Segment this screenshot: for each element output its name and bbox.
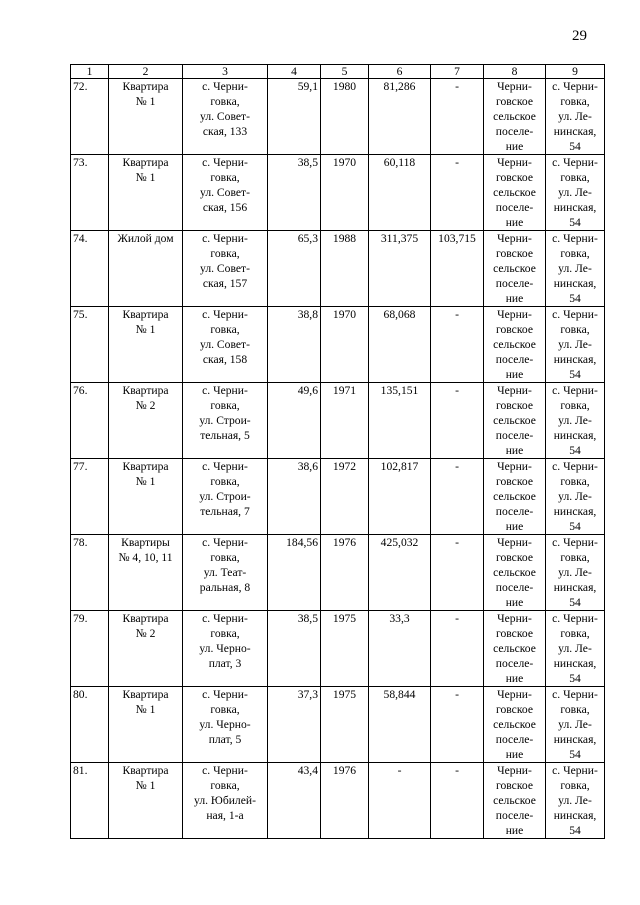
cell-object-name <box>109 535 183 611</box>
cell-text: 43,4 <box>297 764 318 777</box>
cell-book-value <box>369 459 431 535</box>
cell-book-value <box>369 763 431 839</box>
cell-text: 1975 <box>332 612 357 625</box>
cell-area <box>268 611 321 687</box>
cell-text: 76. <box>73 384 88 397</box>
cell-object-name <box>109 611 183 687</box>
cell-text: с. Черни- говка, ул. Ле- нинская, 54 <box>552 688 598 761</box>
cell-text: с. Черни- говка, ул. Ле- нинская, 54 <box>552 308 598 381</box>
cell-text: Квартира № 1 <box>122 308 169 336</box>
cell-residual-value <box>431 383 484 459</box>
cell-text: - <box>455 688 459 701</box>
cell-holder <box>484 231 546 307</box>
table-row <box>71 155 605 231</box>
header-row <box>71 65 605 79</box>
cell-text: с. Черни- говка, ул. Ле- нинская, 54 <box>552 384 598 457</box>
cell-holder-address <box>546 763 605 839</box>
cell-holder-address <box>546 383 605 459</box>
cell-row-number <box>71 307 109 383</box>
cell-text: 58,844 <box>383 688 416 701</box>
cell-text: с. Черни- говка, ул. Ле- нинская, 54 <box>552 80 598 153</box>
table-row <box>71 307 605 383</box>
cell-holder-address <box>546 687 605 763</box>
cell-holder-address <box>546 459 605 535</box>
cell-text: 135,151 <box>380 384 419 397</box>
cell-text: - <box>455 308 459 321</box>
cell-text: Черни- говское сельское поселе- ние <box>493 460 536 533</box>
cell-text: Черни- говское сельское поселе- ние <box>493 688 536 761</box>
cell-text: Квартира № 1 <box>122 156 169 184</box>
column-header: 3 <box>183 65 268 79</box>
cell-text: с. Черни- говка, ул. Юбилей- ная, 1-а <box>194 764 256 822</box>
cell-object-name <box>109 763 183 839</box>
cell-row-number <box>71 763 109 839</box>
cell-text: Черни- говское сельское поселе- ние <box>493 156 536 229</box>
cell-text: Квартира № 2 <box>122 384 169 412</box>
cell-text: с. Черни- говка, ул. Ле- нинская, 54 <box>552 460 598 533</box>
cell-area <box>268 155 321 231</box>
cell-text: Черни- говское сельское поселе- ние <box>493 232 536 305</box>
cell-text: 1976 <box>332 764 357 777</box>
cell-text: 102,817 <box>380 460 419 473</box>
cell-residual-value <box>431 687 484 763</box>
cell-year-built <box>321 155 369 231</box>
cell-holder-address <box>546 155 605 231</box>
cell-object-address <box>183 535 268 611</box>
cell-text: Черни- говское сельское поселе- ние <box>493 308 536 381</box>
cell-text: 311,375 <box>380 232 419 245</box>
cell-text: 72. <box>73 80 88 93</box>
cell-year-built <box>321 307 369 383</box>
cell-book-value <box>369 231 431 307</box>
cell-text: Квартира № 1 <box>122 80 169 108</box>
cell-object-address <box>183 763 268 839</box>
cell-row-number <box>71 611 109 687</box>
cell-text: - <box>455 460 459 473</box>
cell-year-built <box>321 535 369 611</box>
cell-residual-value <box>431 611 484 687</box>
cell-row-number <box>71 79 109 155</box>
cell-residual-value <box>431 535 484 611</box>
cell-residual-value <box>431 231 484 307</box>
page-number: 29 <box>572 28 587 44</box>
column-header: 6 <box>369 65 431 79</box>
table-row <box>71 611 605 687</box>
column-header: 4 <box>268 65 321 79</box>
cell-holder-address <box>546 307 605 383</box>
cell-object-name <box>109 79 183 155</box>
cell-book-value <box>369 535 431 611</box>
cell-year-built <box>321 611 369 687</box>
cell-text: 74. <box>73 232 88 245</box>
cell-text: 49,6 <box>297 384 318 397</box>
cell-holder-address <box>546 611 605 687</box>
cell-text: с. Черни- говка, ул. Ле- нинская, 54 <box>552 612 598 685</box>
cell-holder <box>484 307 546 383</box>
cell-text: с. Черни- говка, ул. Ле- нинская, 54 <box>552 536 598 609</box>
cell-text: 59,1 <box>297 80 318 93</box>
cell-text: с. Черни- говка, ул. Теат- ральная, 8 <box>199 536 251 594</box>
cell-text: 78. <box>73 536 88 549</box>
cell-object-name <box>109 231 183 307</box>
cell-text: 60,118 <box>383 156 416 169</box>
cell-area <box>268 307 321 383</box>
cell-holder <box>484 763 546 839</box>
cell-area <box>268 79 321 155</box>
cell-residual-value <box>431 79 484 155</box>
cell-residual-value <box>431 307 484 383</box>
cell-year-built <box>321 79 369 155</box>
column-header: 8 <box>484 65 546 79</box>
cell-residual-value <box>431 155 484 231</box>
cell-text: 425,032 <box>380 536 419 549</box>
cell-holder <box>484 459 546 535</box>
cell-text: с. Черни- говка, ул. Совет- ская, 156 <box>200 156 250 214</box>
cell-text: 1976 <box>332 536 357 549</box>
cell-text: - <box>455 612 459 625</box>
cell-text: 38,8 <box>297 308 318 321</box>
cell-text: с. Черни- говка, ул. Совет- ская, 158 <box>200 308 250 366</box>
table-row <box>71 79 605 155</box>
cell-row-number <box>71 155 109 231</box>
cell-holder-address <box>546 79 605 155</box>
cell-object-name <box>109 383 183 459</box>
cell-text: с. Черни- говка, ул. Строи- тельная, 5 <box>199 384 251 442</box>
cell-text: 184,56 <box>286 536 318 549</box>
table-row <box>71 763 605 839</box>
table-row <box>71 383 605 459</box>
cell-object-name <box>109 459 183 535</box>
cell-text: 38,5 <box>297 156 318 169</box>
cell-book-value <box>369 307 431 383</box>
table-row <box>71 231 605 307</box>
column-header: 7 <box>431 65 484 79</box>
cell-text: 1988 <box>332 232 357 245</box>
column-header: 1 <box>71 65 109 79</box>
cell-book-value <box>369 383 431 459</box>
cell-book-value <box>369 687 431 763</box>
cell-object-address <box>183 383 268 459</box>
cell-text: Квартира № 2 <box>122 612 169 640</box>
cell-residual-value <box>431 763 484 839</box>
cell-holder <box>484 79 546 155</box>
cell-object-address <box>183 231 268 307</box>
cell-text: 81. <box>73 764 88 777</box>
cell-holder <box>484 155 546 231</box>
cell-text: Квартира № 1 <box>122 764 169 792</box>
cell-area <box>268 459 321 535</box>
cell-text: с. Черни- говка, ул. Ле- нинская, 54 <box>552 232 598 305</box>
cell-book-value <box>369 79 431 155</box>
cell-text: 38,5 <box>297 612 318 625</box>
cell-text: с. Черни- говка, ул. Черно- плат, 5 <box>199 688 251 746</box>
cell-text: 73. <box>73 156 88 169</box>
property-table <box>70 64 605 839</box>
cell-text: - <box>455 384 459 397</box>
cell-holder <box>484 535 546 611</box>
column-header: 5 <box>321 65 369 79</box>
cell-area <box>268 383 321 459</box>
table-row <box>71 459 605 535</box>
cell-text: 33,3 <box>389 612 410 625</box>
cell-text: Черни- говское сельское поселе- ние <box>493 536 536 609</box>
cell-text: 80. <box>73 688 88 701</box>
cell-text: 103,715 <box>438 232 476 245</box>
cell-area <box>268 687 321 763</box>
cell-text: Черни- говское сельское поселе- ние <box>493 80 536 153</box>
cell-text: 77. <box>73 460 88 473</box>
cell-holder <box>484 687 546 763</box>
cell-year-built <box>321 383 369 459</box>
cell-year-built <box>321 459 369 535</box>
cell-text: Квартира № 1 <box>122 688 169 716</box>
cell-holder-address <box>546 535 605 611</box>
cell-text: - <box>397 764 402 777</box>
cell-area <box>268 763 321 839</box>
cell-object-address <box>183 79 268 155</box>
cell-row-number <box>71 383 109 459</box>
cell-text: с. Черни- говка, ул. Ле- нинская, 54 <box>552 764 598 837</box>
cell-object-address <box>183 155 268 231</box>
cell-object-name <box>109 307 183 383</box>
cell-object-address <box>183 611 268 687</box>
cell-text: Жилой дом <box>117 232 174 245</box>
cell-text: Квартира № 1 <box>122 460 169 488</box>
cell-year-built <box>321 763 369 839</box>
cell-text: 65,3 <box>297 232 318 245</box>
cell-row-number <box>71 535 109 611</box>
cell-text: Черни- говское сельское поселе- ние <box>493 384 536 457</box>
cell-text: - <box>455 764 459 777</box>
cell-holder <box>484 611 546 687</box>
cell-text: - <box>455 80 459 93</box>
cell-text: 1971 <box>332 384 357 397</box>
cell-text: 1970 <box>332 156 357 169</box>
cell-book-value <box>369 611 431 687</box>
cell-text: с. Черни- говка, ул. Черно- плат, 3 <box>199 612 251 670</box>
cell-text: 79. <box>73 612 88 625</box>
cell-area <box>268 231 321 307</box>
cell-holder-address <box>546 231 605 307</box>
cell-object-address <box>183 687 268 763</box>
cell-text: 37,3 <box>297 688 318 701</box>
cell-text: 1970 <box>332 308 357 321</box>
cell-text: Квартиры № 4, 10, 11 <box>118 536 173 564</box>
table-row <box>71 535 605 611</box>
cell-text: с. Черни- говка, ул. Строи- тельная, 7 <box>199 460 251 518</box>
cell-text: с. Черни- говка, ул. Совет- ская, 133 <box>200 80 250 138</box>
table-row <box>71 687 605 763</box>
cell-row-number <box>71 231 109 307</box>
cell-object-address <box>183 307 268 383</box>
cell-area <box>268 535 321 611</box>
cell-holder <box>484 383 546 459</box>
cell-text: 1972 <box>332 460 357 473</box>
column-header: 9 <box>546 65 605 79</box>
cell-text: Черни- говское сельское поселе- ние <box>493 612 536 685</box>
cell-object-name <box>109 687 183 763</box>
cell-row-number <box>71 459 109 535</box>
cell-text: Черни- говское сельское поселе- ние <box>493 764 536 837</box>
cell-year-built <box>321 231 369 307</box>
cell-book-value <box>369 155 431 231</box>
cell-text: 1980 <box>332 80 357 93</box>
cell-text: 81,286 <box>383 80 416 93</box>
cell-text: 75. <box>73 308 88 321</box>
cell-year-built <box>321 687 369 763</box>
cell-text: - <box>455 156 459 169</box>
cell-row-number <box>71 687 109 763</box>
cell-text: 68,068 <box>383 308 416 321</box>
column-header: 2 <box>109 65 183 79</box>
cell-text: с. Черни- говка, ул. Совет- ская, 157 <box>200 232 250 290</box>
cell-residual-value <box>431 459 484 535</box>
cell-text: - <box>455 536 459 549</box>
cell-text: 1975 <box>332 688 357 701</box>
cell-text: с. Черни- говка, ул. Ле- нинская, 54 <box>552 156 598 229</box>
cell-text: 38,6 <box>297 460 318 473</box>
cell-object-name <box>109 155 183 231</box>
cell-object-address <box>183 459 268 535</box>
